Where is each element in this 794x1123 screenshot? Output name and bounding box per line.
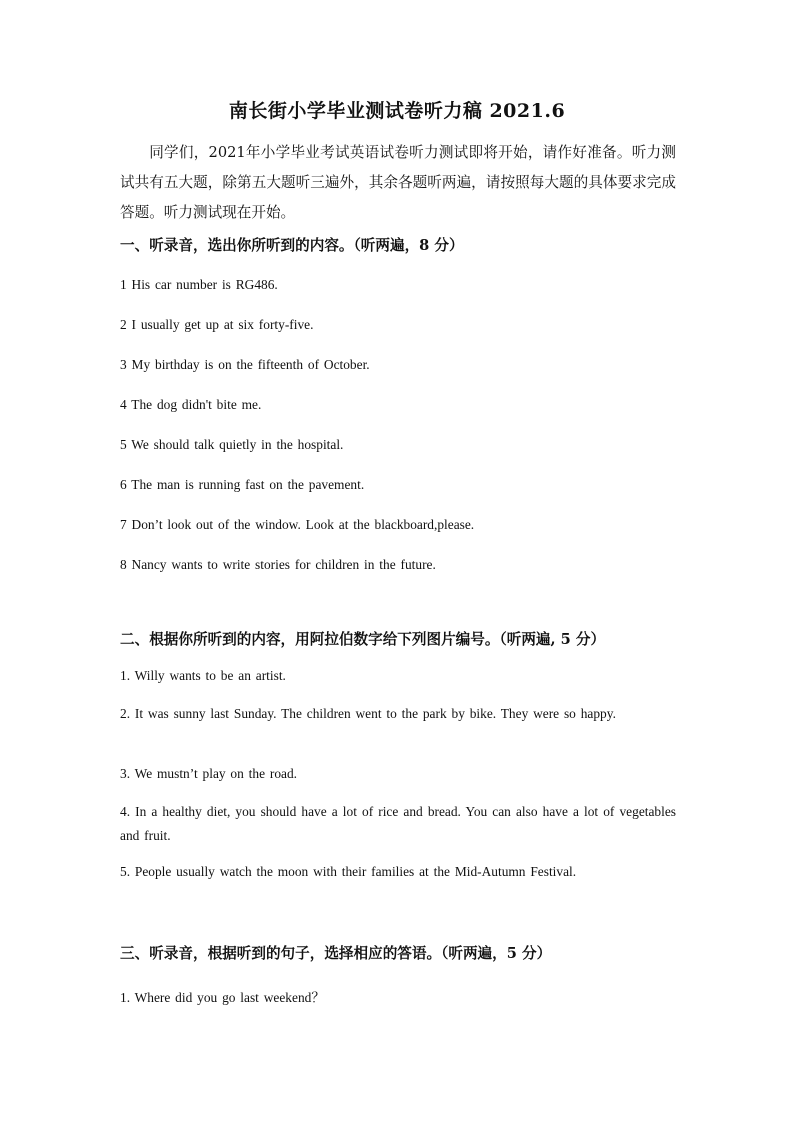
- section-2-item: 2. It was sunny last Sunday. The children went to the park by bike. They were so happy.: [120, 706, 616, 721]
- section-1-item: 4 The dog didn't bite me.: [120, 397, 262, 412]
- section-1-item: 5 We should talk quietly in the hospital.: [120, 437, 344, 452]
- section-2-item: 5. People usually watch the moon with their families at the Mid-Autumn Festival.: [120, 864, 577, 879]
- document-title: 南长街小学毕业测试卷听力稿 2021.6: [228, 100, 566, 122]
- section-1-item: 6 The man is running fast on the pavement.: [120, 477, 365, 492]
- section-2-heading: 二、根据你所听到的内容，用阿拉伯数字给下列图片编号。（听两遍, 5 分）: [120, 631, 606, 648]
- section-3-item: 1. Where did you go last weekend？: [120, 990, 325, 1005]
- section-3-heading: 三、听录音，根据听到的句子，选择相应的答语。（听两遍，5 分）: [120, 945, 552, 962]
- section-2-item: 1. Willy wants to be an artist.: [120, 668, 286, 683]
- section-1-item: 3 My birthday is on the fifteenth of October.: [120, 357, 370, 372]
- section-2-item: 3. We mustn’t play on the road.: [120, 766, 298, 781]
- section-1-item: 8 Nancy wants to write stories for children in the future.: [120, 557, 436, 572]
- section-1-heading: 一、听录音，选出你所听到的内容。（听两遍，8 分）: [120, 237, 464, 254]
- section-1-item: 7 Don’t look out of the window. Look at the blackboard,please.: [120, 517, 475, 532]
- section-2-item: 4. In a healthy diet, you should have a lot of rice and bread. You can also have a lot of vegetables and fruit.: [120, 804, 676, 843]
- intro-paragraph: 同学们，2021年小学毕业考试英语试卷听力测试即将开始，请作好准备。听力测试共有五大题，除第五大题听三遍外，其余各题听两遍，请按照每大题的具体要求完成答题。听力测试现在开始。: [120, 144, 676, 221]
- section-1-item: 1 His car number is RG486.: [120, 277, 278, 292]
- section-1-item: 2 I usually get up at six forty-five.: [120, 317, 314, 332]
